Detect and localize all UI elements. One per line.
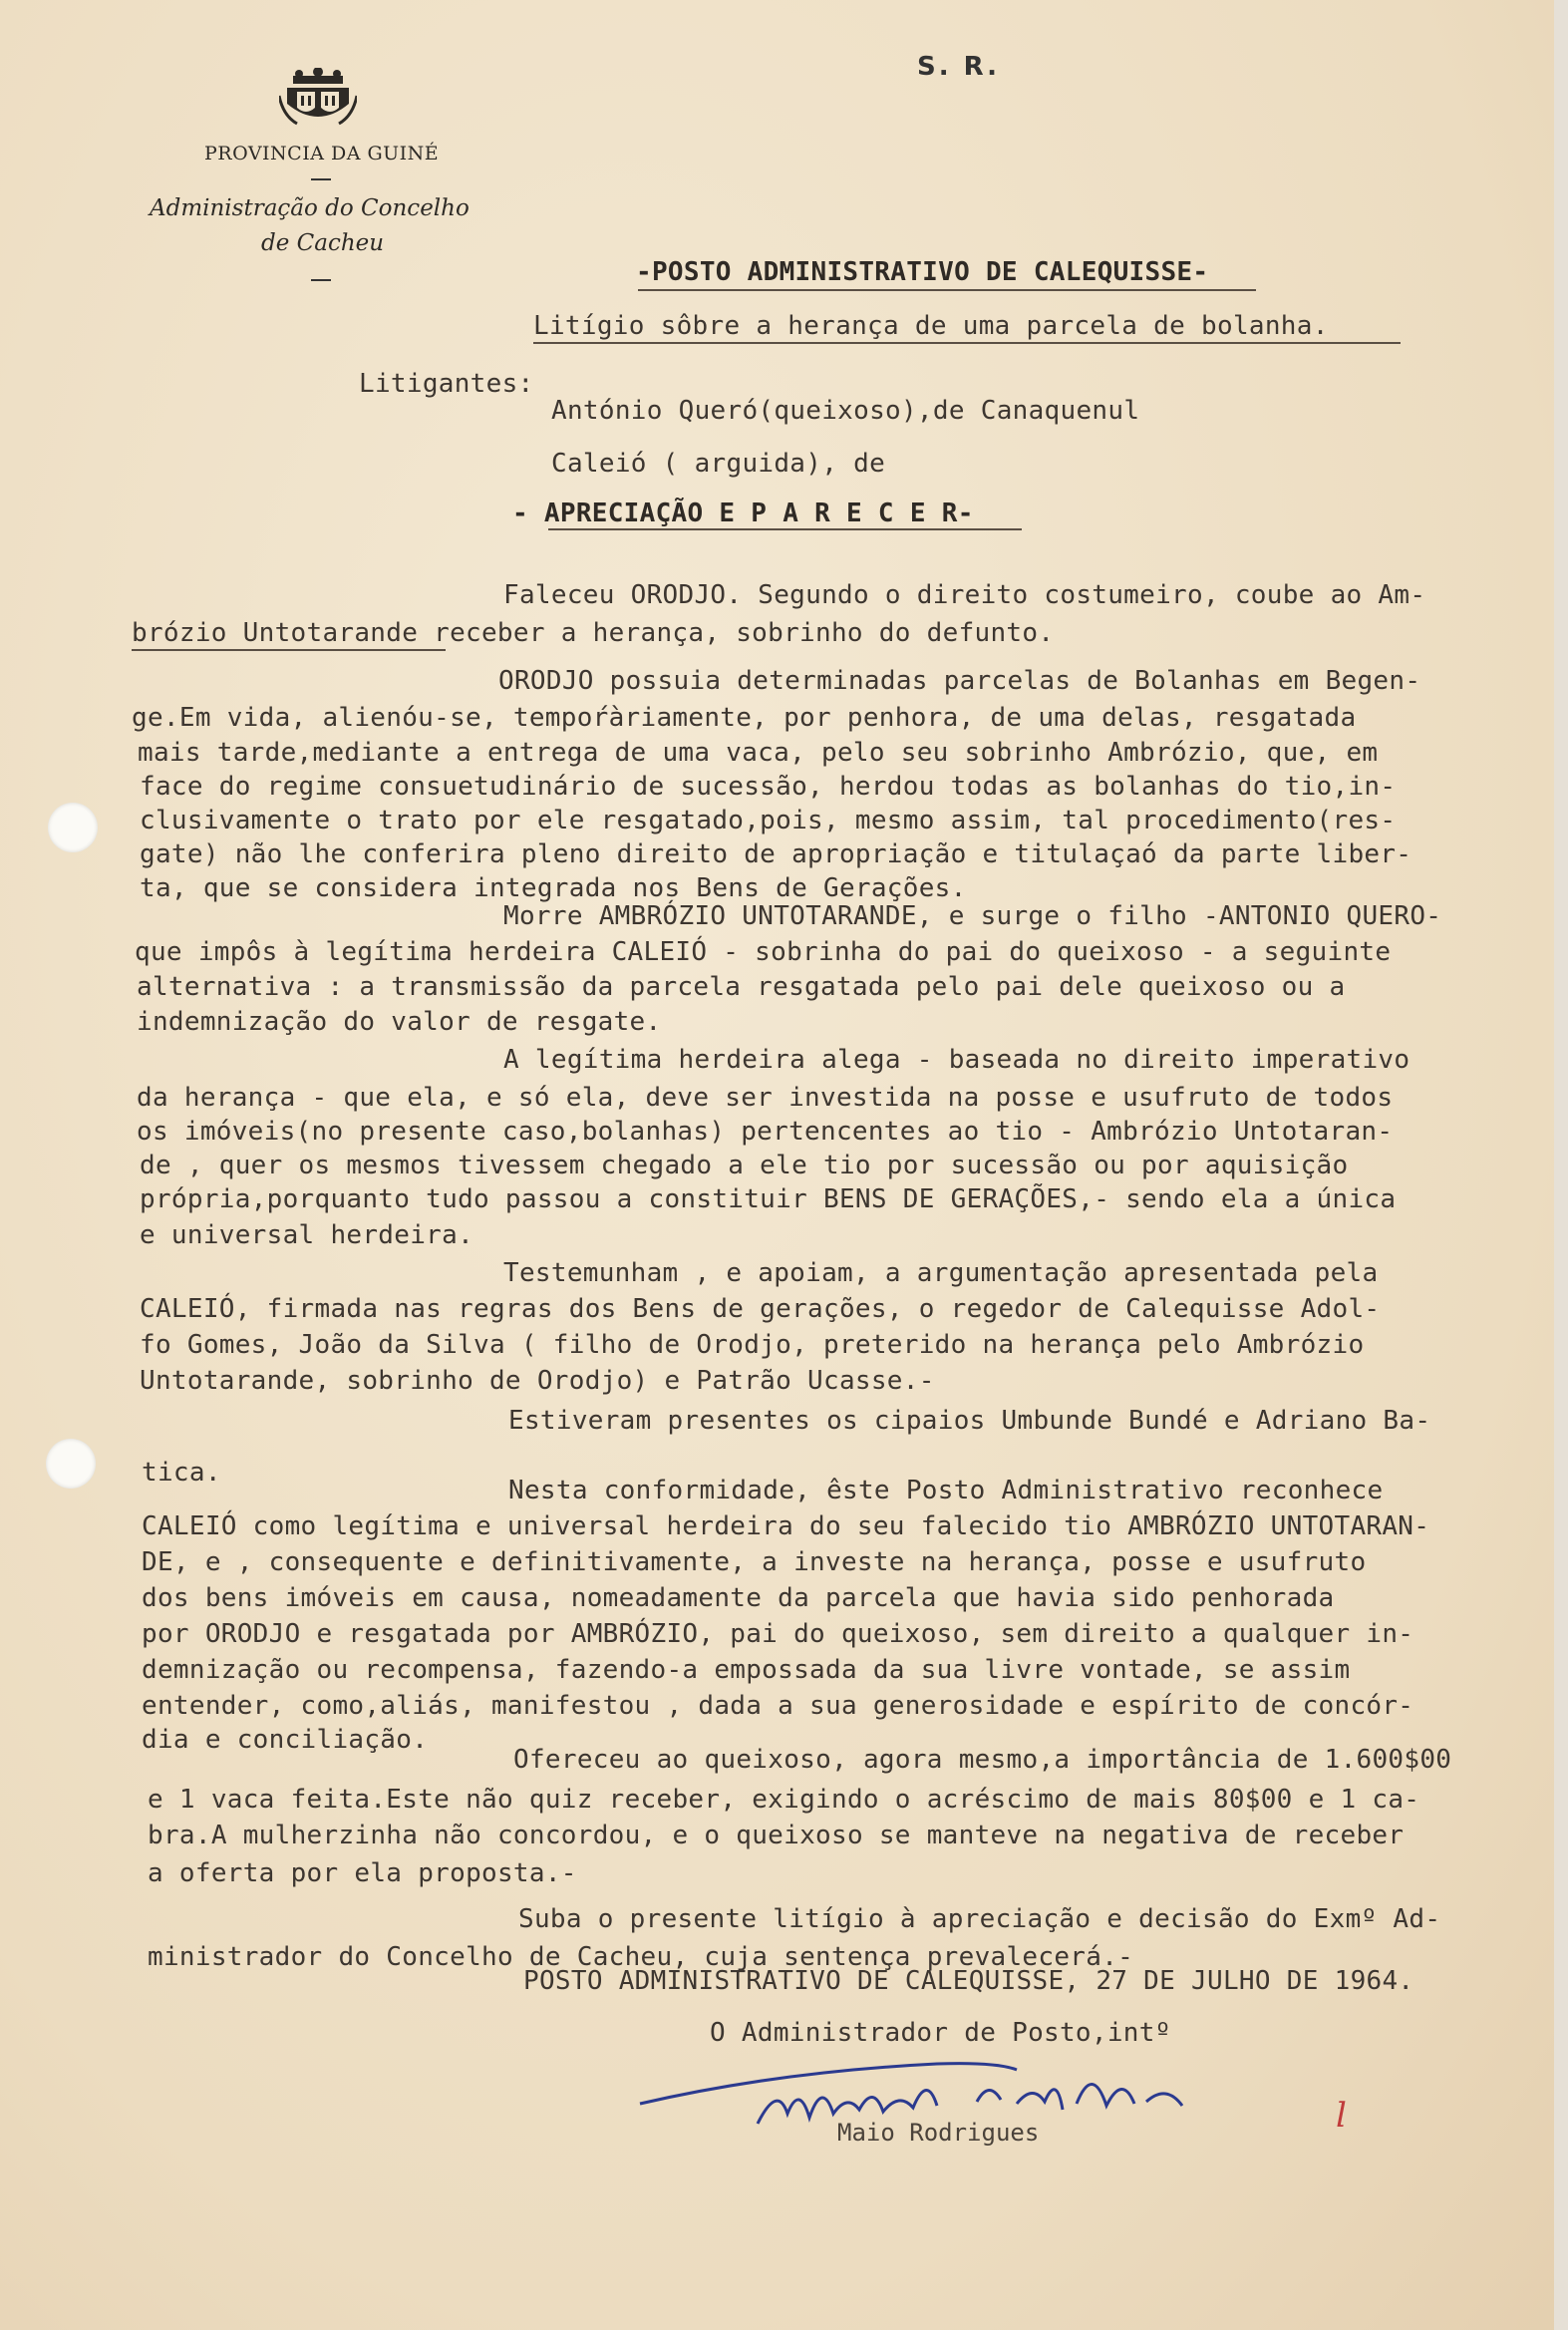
- body-line: por ORODJO e resgatada por AMBRÓZIO, pai do queixoso, sem direito a qualquer in-: [142, 1619, 1414, 1649]
- body-line: ge.Em vida, alienóu-se, tempoŕàriamente, por penhora, de uma delas, resgatada: [132, 703, 1357, 733]
- body-line: indemnização do valor de resgate.: [137, 1007, 662, 1037]
- body-line: própria,porquanto tudo passou a constituir BENS DE GERAÇÕES,- sendo ela a única: [140, 1184, 1397, 1214]
- paper-edge: [1554, 0, 1568, 2330]
- body-line: tica.: [142, 1458, 221, 1488]
- body-line: Nesta conformidade, êste Posto Administrativo reconhece: [508, 1476, 1384, 1505]
- body-line: dia e conciliação.: [142, 1725, 429, 1755]
- body-line: clusivamente o trato por ele resgatado,pois, mesmo assim, tal procedimento(res-: [140, 806, 1397, 835]
- classification-marking: S. R.: [917, 52, 1001, 82]
- body-line: Morre AMBRÓZIO UNTOTARANDE, e surge o filho -ANTONIO QUERO-: [503, 901, 1442, 931]
- body-line: a oferta por ela proposta.-: [148, 1858, 577, 1888]
- body-line: face do regime consuetudinário de sucessão, herdou todas as bolanhas do tio,in-: [140, 772, 1397, 802]
- litigant-defendant: Caleió ( arguida), de: [551, 449, 886, 479]
- place-date-line: POSTO ADMINISTRATIVO DE CALEQUISSE, 27 DE JULHO DE 1964.: [523, 1966, 1414, 1996]
- body-line: e 1 vaca feita.Este não quiz receber, exigindo o acréscimo de mais 80$00 e 1 ca-: [148, 1785, 1420, 1815]
- coat-of-arms-icon: [279, 68, 357, 130]
- body-line: gate) não lhe conferira pleno direito de apropriação e titulaçaó da parte liber-: [140, 839, 1412, 869]
- body-line: ORODJO possuia determinadas parcelas de Bolanhas em Begen-: [498, 666, 1421, 696]
- body-line: entender, como,aliás, manifestou , dada a sua generosidade e espírito de concór-: [142, 1691, 1414, 1721]
- body-line: ta, que se considera integrada nos Bens de Gerações.: [140, 873, 967, 903]
- body-line: Suba o presente litígio à apreciação e decisão do Exmº Ad-: [518, 1904, 1441, 1934]
- body-line: dos bens imóveis em causa, nomeadamente da parcela que havia sido penhorada: [142, 1583, 1335, 1613]
- body-line: CALEIÓ como legítima e universal herdeira do seu falecido tio AMBRÓZIO UNTOTARAN-: [142, 1511, 1430, 1541]
- section-underline: [548, 528, 1022, 530]
- body-line: fo Gomes, João da Silva ( filho de Orodjo, preterido na herança pelo Ambrózio: [140, 1330, 1365, 1360]
- administration-line-1: Administração do Concelho: [150, 195, 470, 221]
- signatory-title: O Administrador de Posto,intº: [710, 2018, 1171, 2048]
- body-line: de , quer os mesmos tivessem chegado a ele tio por sucessão ou por aquisição: [140, 1151, 1349, 1180]
- body-line: Estiveram presentes os cipaios Umbunde Bundé e Adriano Ba-: [508, 1406, 1431, 1436]
- name-underline: [132, 649, 446, 651]
- body-line: Faleceu ORODJO. Segundo o direito costumeiro, coube ao Am-: [503, 580, 1426, 610]
- body-line: DE, e , consequente e definitivamente, a investe na herança, posse e usufruto: [142, 1547, 1367, 1577]
- punch-hole-bottom: [46, 1439, 96, 1489]
- body-line: A legítima herdeira alega - baseada no direito imperativo: [503, 1045, 1411, 1075]
- title-underline: [638, 289, 1256, 291]
- body-line: ministrador do Concelho de Cacheu, cuja sentença prevalecerá.-: [148, 1942, 1134, 1972]
- body-line: os imóveis(no presente caso,bolanhas) pertencentes ao tio - Ambrózio Untotaran-: [137, 1117, 1394, 1147]
- body-line: que impôs à legítima herdeira CALEIÓ - sobrinha do pai do queixoso - a seguinte: [135, 937, 1392, 967]
- body-line: Testemunham , e apoiam, a argumentação apresentada pela: [503, 1258, 1379, 1288]
- body-line: da herança - que ela, e só ela, deve ser investida na posse e usufruto de todos: [137, 1083, 1394, 1113]
- body-line: Ofereceu ao queixoso, agora mesmo,a importância de 1.600$00: [513, 1745, 1452, 1775]
- document-title: -POSTO ADMINISTRATIVO DE CALEQUISSE-: [636, 257, 1209, 287]
- body-line: e universal herdeira.: [140, 1220, 474, 1250]
- body-line: brózio Untotarande receber a herança, sobrinho do defunto.: [132, 618, 1055, 648]
- province-heading: PROVINCIA DA GUINÉ: [204, 143, 440, 165]
- punch-hole-top: [48, 803, 98, 852]
- administration-line-2: de Cacheu: [261, 230, 385, 256]
- signatory-name: Maio Rodrigues: [837, 2119, 1040, 2147]
- body-line: mais tarde,mediante a entrega de uma vaca, pelo seu sobrinho Ambrózio, que, em: [138, 738, 1379, 768]
- body-line: bra.A mulherzinha não concordou, e o queixoso se manteve na negativa de receber: [148, 1821, 1405, 1850]
- subject-underline: [533, 342, 1401, 344]
- body-line: Untotarande, sobrinho de Orodjo) e Patrão Ucasse.-: [140, 1366, 935, 1396]
- body-line: alternativa : a transmissão da parcela resgatada pelo pai dele queixoso ou a: [137, 972, 1346, 1002]
- litigant-complainant: António Queró(queixoso),de Canaquenul: [551, 396, 1140, 426]
- section-heading: - APRECIAÇÃO E P A R E C E R-: [512, 499, 974, 528]
- header-dash: [311, 279, 331, 281]
- header-dash: [311, 178, 331, 180]
- body-line: CALEIÓ, firmada nas regras dos Bens de gerações, o regedor de Calequisse Adol-: [140, 1294, 1381, 1324]
- body-line: demnização ou recompensa, fazendo-a empossada da sua livre vontade, se assim: [142, 1655, 1351, 1685]
- red-margin-mark: l: [1336, 2096, 1347, 2136]
- litigants-label: Litigantes:: [359, 369, 534, 399]
- subject-line: Litígio sôbre a herança de uma parcela de bolanha.: [533, 311, 1329, 341]
